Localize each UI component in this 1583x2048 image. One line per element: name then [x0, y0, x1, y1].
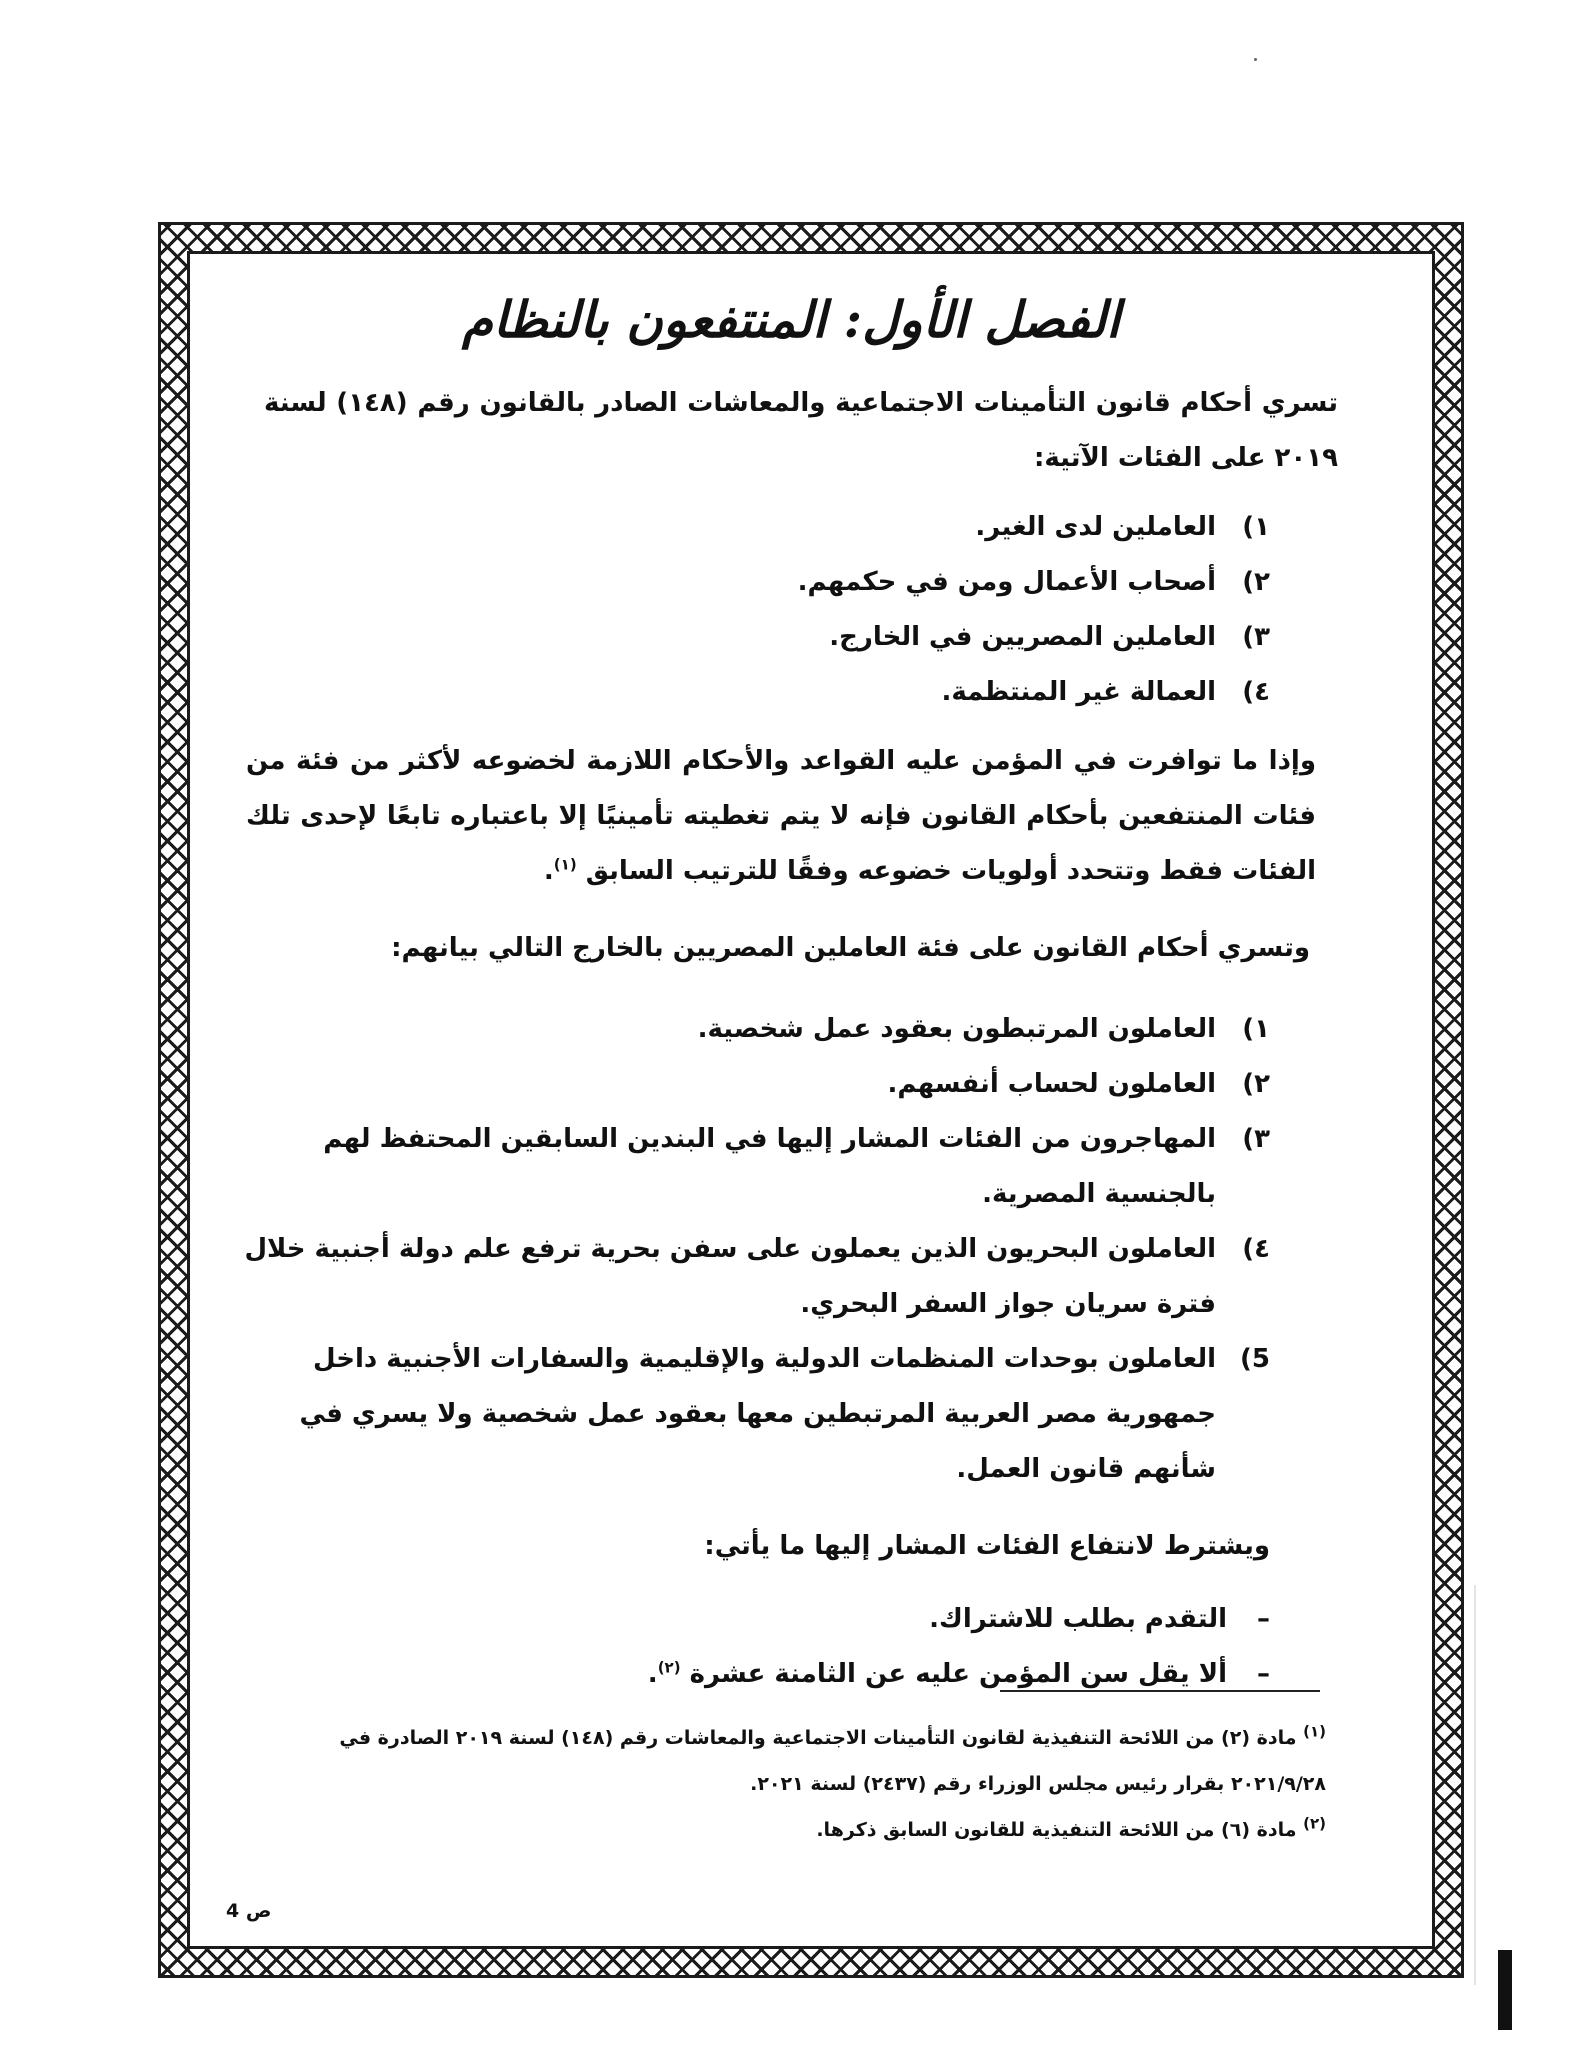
item-number: ٤)	[1242, 677, 1270, 707]
footnote	[246, 1715, 1326, 1807]
item-text: العاملين المصريين في الخارج.	[829, 622, 1216, 652]
list-item	[236, 1332, 1270, 1497]
beneficiary-categories-list	[236, 500, 1346, 720]
footnote-text: مادة (٦) من اللائحة التنفيذية للقانون السابق ذكرها.	[816, 1819, 1297, 1841]
scan-mark	[1498, 1950, 1512, 2030]
list-item	[236, 1592, 1270, 1647]
scan-edge-line	[1474, 1585, 1476, 1985]
footnote-text: مادة (٢) من اللائحة التنفيذية لقانون التأمينات الاجتماعية والمعاشات رقم (١٤٨) لسنة ٢٠١٩ الصادرة في ٢٠٢١/٩/٢٨ بقرار رئيس مجلس الوزراء رقم (٢٤٣٧) لسنة ٢٠٢١.	[339, 1727, 1326, 1795]
list-item	[236, 500, 1270, 555]
list-item	[236, 665, 1270, 720]
item-number: ٣)	[1242, 622, 1270, 652]
item-text: العاملون بوحدات المنظمات الدولية والإقليمية والسفارات الأجنبية داخل جمهورية مصر العربية المرتبطين معها بعقود عمل شخصية ولا يسري في شأنهم قانون العمل.	[299, 1344, 1216, 1484]
footnotes	[246, 1715, 1326, 1853]
page-number: ص 4	[226, 1900, 272, 1922]
list-item: – ألا يقل سن المؤمن عليه عن الثامنة عشرة $^{(٢)}$.	[236, 1647, 1270, 1702]
item-text: العمالة غير المنتظمة.	[941, 677, 1216, 707]
conditions-list	[236, 1592, 1346, 1702]
intro-paragraph: تسري أحكام قانون التأمينات الاجتماعية والمعاشات الصادر بالقانون رقم (١٤٨) لسنة ٢٠١٩ على الفئات الآتية:	[264, 388, 1338, 473]
list-item	[236, 1002, 1270, 1057]
list-item	[236, 610, 1270, 665]
footnote-ref[interactable]: (٢)	[657, 1658, 681, 1677]
footnote-marker: (١)	[1303, 1722, 1326, 1741]
dash-marker: –	[1257, 1659, 1270, 1689]
chapter-content	[236, 290, 1346, 1702]
abroad-workers-list	[236, 1002, 1346, 1497]
priority-paragraph: وإذا ما توافرت في المؤمن عليه القواعد والأحكام اللازمة لخضوعه لأكثر من فئة من فئات المنتفعين بأحكام القانون فإنه لا يتم تغطيته تأمينيًا إلا باعتباره تابعًا لإحدى تلك الفئات فقط وتتحدد أولويات خضوعه وفقًا للترتيب السابق $^{(١)}$.	[246, 746, 1316, 886]
scan-speck	[1254, 58, 1257, 61]
footnote-marker: (٢)	[1303, 1814, 1326, 1833]
priority-text: وإذا ما توافرت في المؤمن عليه القواعد والأحكام اللازمة لخضوعه لأكثر من فئة من فئات المنتفعين بأحكام القانون فإنه لا يتم تغطيته تأمينيًا إلا باعتباره تابعًا لإحدى تلك الفئات فقط وتتحدد أولويات خضوعه وفقًا للترتيب السابق	[246, 746, 1316, 886]
item-text: العاملين لدى الغير.	[975, 512, 1216, 542]
footnote	[246, 1807, 1326, 1853]
footnote-separator	[1000, 1690, 1320, 1692]
item-number: ١)	[1242, 1014, 1270, 1044]
item-number: 5)	[1240, 1344, 1270, 1374]
conditions-intro: ويشترط لانتفاع الفئات المشار إليها ما يأتي:	[704, 1531, 1270, 1561]
item-text: العاملون البحريون الذين يعملون على سفن بحرية ترفع علم دولة أجنبية خلال فترة سريان جواز السفر البحري.	[244, 1234, 1216, 1319]
item-text: المهاجرون من الفئات المشار إليها في البندين السابقين المحتفظ لهم بالجنسية المصرية.	[323, 1124, 1216, 1209]
item-text: العاملون لحساب أنفسهم.	[887, 1069, 1216, 1099]
item-text: التقدم بطلب للاشتراك.	[929, 1604, 1227, 1634]
item-number: ٢)	[1242, 567, 1270, 597]
item-number: ١)	[1242, 512, 1270, 542]
item-number: ٤)	[1242, 1234, 1270, 1264]
dash-marker: –	[1257, 1604, 1270, 1634]
chapter-title: الفصل الأول: المنتفعون بالنظام	[461, 290, 1120, 349]
list-item	[236, 1112, 1270, 1222]
item-text: ألا يقل سن المؤمن عليه عن الثامنة عشرة	[689, 1659, 1227, 1689]
item-number: ٢)	[1242, 1069, 1270, 1099]
footnote-ref[interactable]: (١)	[553, 855, 577, 874]
list-item	[236, 1057, 1270, 1112]
list-item	[236, 555, 1270, 610]
abroad-intro: وتسري أحكام القانون على فئة العاملين المصريين بالخارج التالي بيانهم:	[391, 933, 1310, 963]
list-item	[236, 1222, 1270, 1332]
item-text: العاملون المرتبطون بعقود عمل شخصية.	[697, 1014, 1216, 1044]
item-number: ٣)	[1242, 1124, 1270, 1154]
item-text: أصحاب الأعمال ومن في حكمهم.	[797, 567, 1216, 597]
